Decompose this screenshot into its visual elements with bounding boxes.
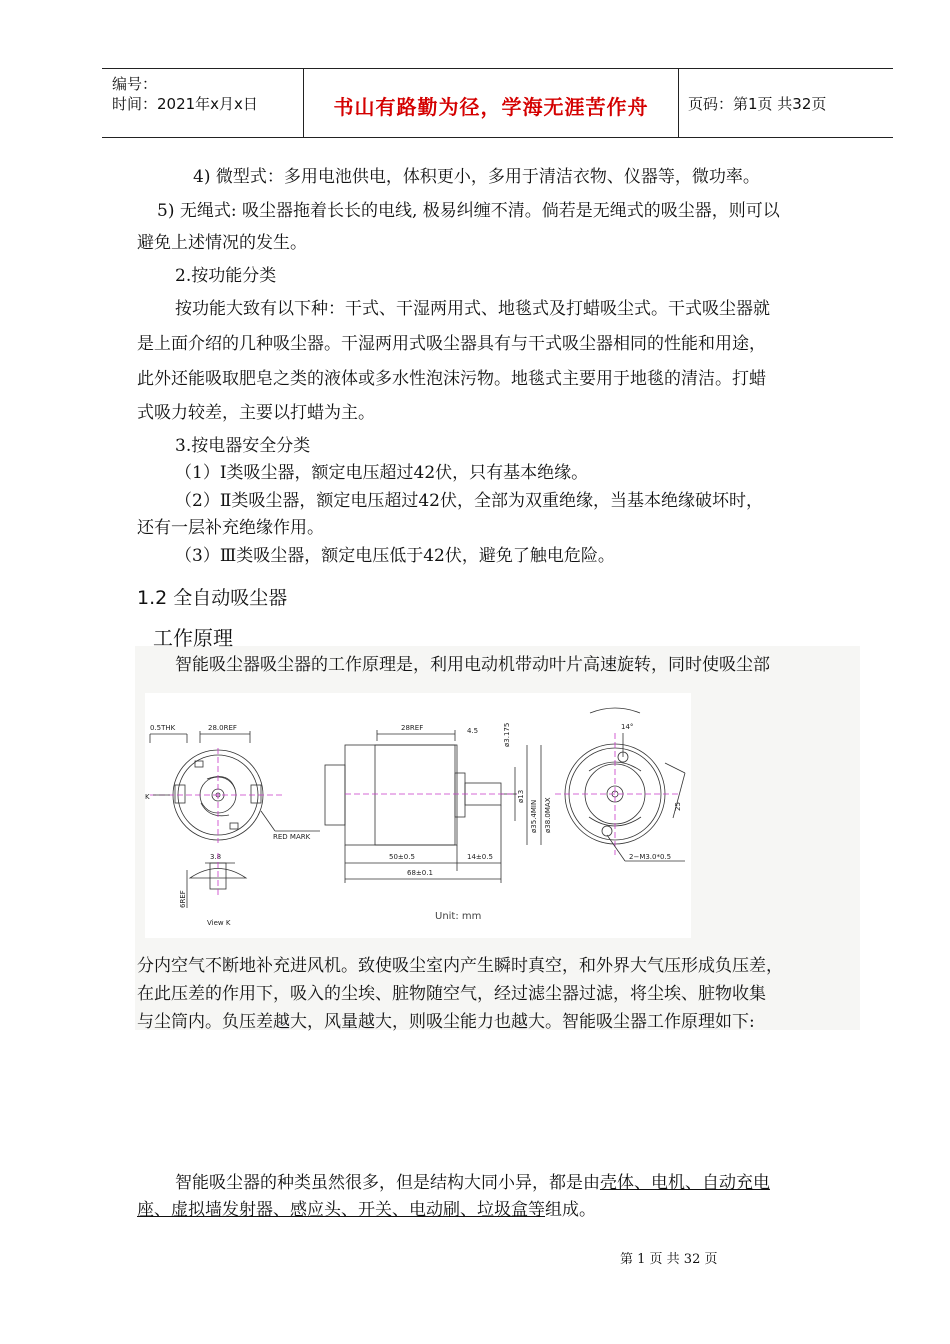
k-label: K (145, 793, 150, 801)
page-header (102, 68, 893, 138)
safety-class-3: （3）Ⅲ类吸尘器，额定电压低于42伏，避免了触电危险。 (175, 546, 615, 566)
thk-label: 0.5THK (150, 724, 176, 732)
motor-drawing (145, 693, 691, 938)
ref28b-label: 28REF (401, 724, 424, 732)
heading-by-safety: 3.按电器安全分类 (175, 436, 311, 456)
red-mark-label: RED MARK (273, 833, 311, 841)
principle-line-3: 在此压差的作用下，吸入的尘埃、脏物随空气，经过滤尘器过滤，将尘埃、脏物收集 (137, 984, 766, 1004)
motto: 书山有路勤为径，学海无涯苦作舟 (333, 95, 649, 119)
safety-class-2a: （2）Ⅱ类吸尘器，额定电压超过42伏，全部为双重绝缘，当基本绝缘破坏时， (175, 491, 764, 511)
safety-class-2b: 还有一层补充绝缘作用。 (137, 518, 324, 538)
time-label: 时间：2021年x月x日 (112, 95, 258, 113)
unit-label: Unit: mm (435, 911, 482, 922)
view-k (179, 853, 246, 927)
header-meta-cell (102, 69, 302, 137)
safety-class-1: （1）Ⅰ类吸尘器，额定电压超过42伏，只有基本绝缘。 (175, 463, 589, 483)
screw-label: 2−M3.0*0.5 (629, 853, 672, 861)
ref28a-label: 28.0REF (208, 724, 237, 732)
dim50-label: 50±0.5 (389, 853, 415, 861)
composition-text-1a: 智能吸尘器的种类虽然很多，但是结构大同小异，都是由 (175, 1173, 600, 1193)
view-k-label: View K (207, 919, 231, 927)
para-function-2: 是上面介绍的几种吸尘器。干湿两用式吸尘器具有与干式吸尘器相同的性能和用途， (137, 334, 766, 354)
composition-line-2 (137, 1199, 596, 1221)
composition-parts-1: 壳体、电机、自动充电 (600, 1173, 770, 1193)
composition-line-1 (175, 1172, 770, 1194)
para-function-4: 式吸力较差，主要以打蜡为主。 (137, 403, 375, 423)
para-micro: 4) 微型式：多用电池供电，体积更小，多用于清洁衣物、仪器等，微功率。 (193, 167, 760, 187)
page-label: 页码：第1页 共32页 (688, 95, 827, 113)
composition-text-2b: 组成。 (545, 1200, 596, 1220)
dim38-label: 3.8 (210, 853, 222, 861)
dim25-label: 25 (674, 802, 682, 811)
angle-label: 14° (621, 723, 634, 731)
serial-label: 编号： (112, 75, 158, 93)
dim45-label: 4.5 (467, 727, 479, 735)
d380-label: ø38.0MAX (544, 797, 552, 833)
para-cordless-1: 5) 无绳式: 吸尘器拖着长长的电线, 极易纠缠不清。倘若是无绳式的吸尘器，则可以 (157, 201, 780, 221)
para-function-1: 按功能大致有以下种：干式、干湿两用式、地毯式及打蜡吸尘式。干式吸尘器就 (175, 299, 770, 319)
para-cordless-2: 避免上述情况的发生。 (137, 233, 307, 253)
end-view-right (555, 708, 685, 861)
principle-line-4: 与尘筒内。负压差越大，风量越大，则吸尘能力也越大。智能吸尘器工作原理如下: (137, 1012, 755, 1032)
boss-label: ø13 (517, 789, 525, 803)
side-view (325, 723, 552, 922)
dim14-label: 14±0.5 (467, 853, 493, 861)
header-motto-cell (303, 69, 679, 137)
header-page-cell (678, 69, 893, 137)
subsection-title: 工作原理 (153, 626, 233, 650)
principle-line-1: 智能吸尘器吸尘器的工作原理是，利用电动机带动叶片高速旋转，同时使吸尘部 (175, 655, 770, 675)
d354-label: ø35.4MIN (530, 799, 538, 833)
section-title: 1.2 全自动吸尘器 (137, 587, 288, 609)
dim68-label: 68±0.1 (407, 869, 433, 877)
end-view-left (145, 724, 320, 843)
composition-parts-2: 座、虚拟墙发射器、感应头、开关、电动刷、垃圾盒等 (137, 1200, 545, 1220)
principle-line-2: 分内空气不断地补充进风机。致使吸尘室内产生瞬时真空，和外界大气压形成负压差， (137, 956, 783, 976)
ref6-label: 6REF (179, 890, 187, 908)
shaft-label: ø3.175 (503, 722, 511, 747)
para-function-3: 此外还能吸取肥皂之类的液体或多水性泡沫污物。地毯式主要用于地毯的清洁。打蜡 (137, 369, 766, 389)
page-footer: 第 1 页 共 32 页 (620, 1252, 718, 1267)
heading-by-function: 2.按功能分类 (175, 266, 277, 286)
